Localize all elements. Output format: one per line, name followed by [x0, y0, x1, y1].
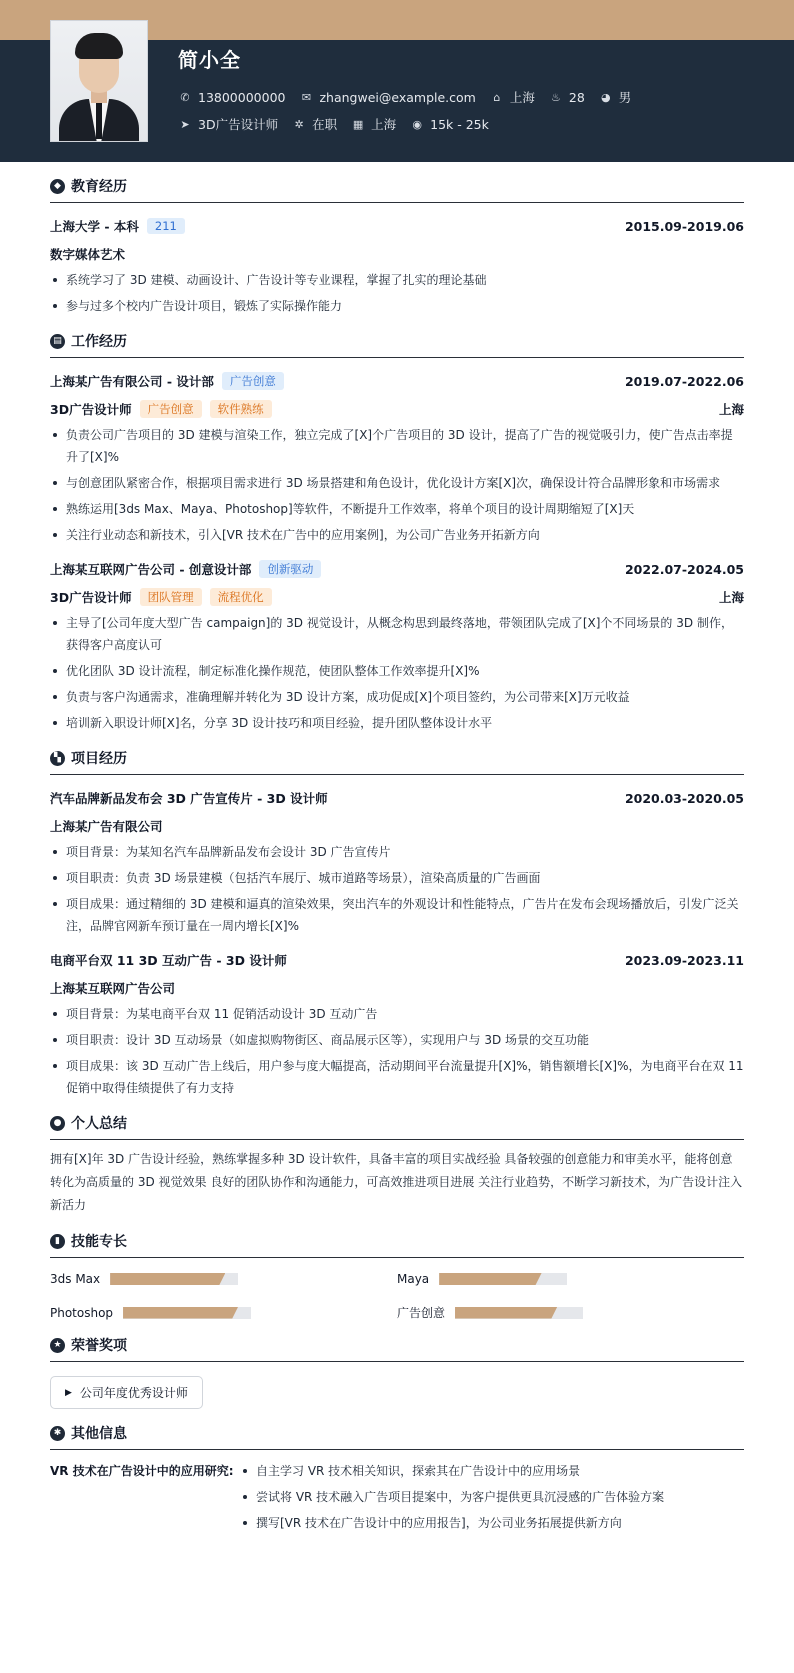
list-item: 项目职责：负责 3D 场景建模（包括汽车展厅、城市道路等场景），渲染高质量的广告画面 — [50, 867, 744, 889]
skill-item — [397, 1304, 744, 1321]
other-title: VR 技术在广告设计中的应用研究: — [50, 1464, 234, 1478]
skill-name: Photoshop — [50, 1305, 114, 1320]
summary-section — [50, 1113, 744, 1217]
skills-section — [50, 1231, 744, 1321]
list-item: 撰写[VR 技术在广告设计中的应用报告]，为公司业务拓展提供新方向 — [240, 1512, 664, 1534]
chart-icon: ▮ — [50, 1234, 65, 1249]
section-title: ✱ 其他信息 — [50, 1423, 744, 1450]
project-title: 电商平台双 11 3D 互动广告 - 3D 设计师 — [50, 953, 287, 968]
summary-text: 拥有[X]年 3D 广告设计经验，熟练掌握多种 3D 设计软件，具备丰富的项目实战经验 具备较强的创意能力和审美水平，能将创意转化为高质量的 3D 视觉效果 良好的团队协作和沟通能力，可高效推进项目进展 关注行业趋势，不断学习新技术，为广告设计注入新活力 — [50, 1152, 743, 1212]
age-text: 28 — [568, 89, 585, 105]
list-item: 项目职责：设计 3D 互动场景（如虚拟购物街区、商品展示区等），实现用户与 3D 场景的交互功能 — [50, 1029, 744, 1051]
money-icon: ◉ — [412, 117, 422, 131]
project-date: 2020.03-2020.05 — [624, 790, 744, 806]
award-text: 公司年度优秀设计师 — [79, 1386, 188, 1400]
graduation-cap-icon: ◆ — [50, 179, 65, 194]
education-section — [50, 176, 744, 317]
section-title: ▮ 技能专长 — [50, 1231, 744, 1258]
skill-item — [50, 1304, 397, 1321]
email-text: zhangwei@example.com — [319, 89, 476, 105]
school-tag: 211 — [147, 218, 185, 234]
salary-text: 15k - 25k — [430, 116, 489, 132]
home-icon: ⌂ — [493, 90, 501, 104]
list-item: 项目成果：通过精细的 3D 建模和逼真的渲染效果，突出汽车的外观设计和性能特点，广告片在发布会现场播放后，引发广泛关注，品牌官网新车预订量在一周内增长[X]% — [50, 893, 744, 937]
work-section — [50, 331, 744, 734]
skill-bar — [439, 1273, 567, 1285]
avatar — [50, 20, 148, 142]
role-name: 3D广告设计师 — [50, 590, 132, 605]
role-tag: 软件熟练 — [210, 400, 272, 418]
cog-icon: ✱ — [50, 1426, 65, 1441]
list-item: 与创意团队紧密合作，根据项目需求进行 3D 场景搭建和角色设计，优化设计方案[X]次，确保设计符合品牌形象和市场需求 — [50, 472, 744, 494]
candidate-name: 简小全 — [178, 48, 241, 72]
work-location: 上海 — [718, 402, 744, 417]
role-tag: 流程优化 — [210, 588, 272, 606]
role-tag: 团队管理 — [140, 588, 202, 606]
project-company: 上海某广告有限公司 — [50, 819, 163, 834]
skill-name: 3ds Max — [50, 1272, 101, 1286]
skill-name: 广告创意 — [397, 1306, 446, 1320]
company-tag: 创新驱动 — [259, 560, 321, 578]
school-name: 上海大学 - 本科 — [50, 219, 139, 234]
status-text: 在职 — [312, 117, 338, 132]
contact-row — [178, 88, 645, 106]
skill-bar — [455, 1307, 583, 1319]
company-name: 上海某广告有限公司 - 设计部 — [50, 374, 214, 389]
city-text: 上海 — [509, 90, 535, 105]
list-item: 关注行业动态和新技术，引入[VR 技术在广告中的应用案例]，为公司广告业务开拓新方向 — [50, 524, 744, 546]
role-name: 3D广告设计师 — [50, 402, 132, 417]
skill-bar — [123, 1307, 251, 1319]
project-company: 上海某互联网广告公司 — [50, 981, 176, 996]
gender-text: 男 — [618, 90, 632, 105]
section-title: ◆ 教育经历 — [50, 176, 744, 203]
phone-icon: ✆ — [180, 90, 190, 104]
play-icon: ▶ — [65, 1387, 72, 1398]
list-item: 自主学习 VR 技术相关知识，探索其在广告设计中的应用场景 — [240, 1460, 664, 1482]
list-item: 熟练运用[3ds Max、Maya、Photoshop]等软件，不断提升工作效率，将单个项目的设计周期缩短了[X]天 — [50, 498, 744, 520]
list-item: 参与过多个校内广告设计项目，锻炼了实际操作能力 — [50, 295, 744, 317]
skill-bar — [110, 1273, 238, 1285]
company-tag: 广告创意 — [222, 372, 284, 390]
list-item: 项目背景：为某电商平台双 11 促销活动设计 3D 互动广告 — [50, 1003, 744, 1025]
list-item: 项目成果：该 3D 互动广告上线后，用户参与度大幅提高，活动期间平台流量提升[X]%，销售额增长[X]%，为电商平台在双 11 促销中取得佳绩提供了有力支持 — [50, 1055, 744, 1099]
list-item: 培训新入职设计师[X]名，分享 3D 设计技巧和项目经验，提升团队整体设计水平 — [50, 712, 744, 734]
resume-header — [0, 40, 794, 162]
list-item: 主导了[公司年度大型广告 campaign]的 3D 视觉设计，从概念构思到最终落地，带领团队完成了[X]个不同场景的 3D 制作，获得客户高度认可 — [50, 612, 744, 656]
skill-item — [50, 1272, 397, 1286]
major-name: 数字媒体艺术 — [50, 247, 126, 262]
gear-icon: ✲ — [294, 117, 304, 131]
list-item: 尝试将 VR 技术融入广告项目提案中，为客户提供更具沉浸感的广告体验方案 — [240, 1486, 664, 1508]
cake-icon: ♨ — [550, 90, 561, 104]
phone-text: 13800000000 — [198, 89, 286, 105]
award-chip — [50, 1376, 203, 1409]
skill-item — [397, 1272, 744, 1286]
user-icon: ● — [50, 1116, 65, 1131]
project-date: 2023.09-2023.11 — [624, 952, 744, 968]
other-section — [50, 1423, 744, 1538]
awards-section — [50, 1335, 744, 1409]
list-item: 系统学习了 3D 建模、动画设计、广告设计等专业课程，掌握了扎实的理论基础 — [50, 269, 744, 291]
section-title: ● 个人总结 — [50, 1113, 744, 1140]
list-item: 优化团队 3D 设计流程，制定标准化操作规范，使团队整体工作效率提升[X]% — [50, 660, 744, 682]
send-icon: ➤ — [180, 117, 190, 131]
work-date: 2022.07-2024.05 — [624, 561, 744, 577]
project-section — [50, 748, 744, 1099]
work-location: 上海 — [718, 590, 744, 605]
job-row — [178, 115, 503, 133]
work-date: 2019.07-2022.06 — [624, 373, 744, 389]
role-tag: 广告创意 — [140, 400, 202, 418]
skill-name: Maya — [397, 1272, 430, 1286]
edu-date: 2015.09-2019.06 — [624, 218, 744, 234]
gender-icon: ◕ — [600, 90, 611, 104]
list-item: 负责公司广告项目的 3D 建模与渲染工作，独立完成了[X]个广告项目的 3D 设计，提高了广告的视觉吸引力，使广告点击率提升了[X]% — [50, 424, 744, 468]
list-item: 负责与客户沟通需求，准确理解并转化为 3D 设计方案，成功促成[X]个项目签约，为公司带来[X]万元收益 — [50, 686, 744, 708]
section-title: ▚ 项目经历 — [50, 748, 744, 775]
medal-icon: ★ — [50, 1338, 65, 1353]
section-title: ▤ 工作经历 — [50, 331, 744, 358]
mail-icon: ✉ — [301, 90, 312, 104]
project-title: 汽车品牌新品发布会 3D 广告宣传片 - 3D 设计师 — [50, 791, 328, 806]
work-city-text: 上海 — [371, 117, 397, 132]
grid-icon: ▚ — [50, 751, 65, 766]
company-name: 上海某互联网广告公司 - 创意设计部 — [50, 562, 252, 577]
section-title: ★ 荣誉奖项 — [50, 1335, 744, 1362]
job-text: 3D广告设计师 — [198, 117, 279, 132]
list-item: 项目背景：为某知名汽车品牌新品发布会设计 3D 广告宣传片 — [50, 841, 744, 863]
building-icon: ▦ — [352, 117, 364, 131]
briefcase-icon: ▤ — [50, 334, 65, 349]
